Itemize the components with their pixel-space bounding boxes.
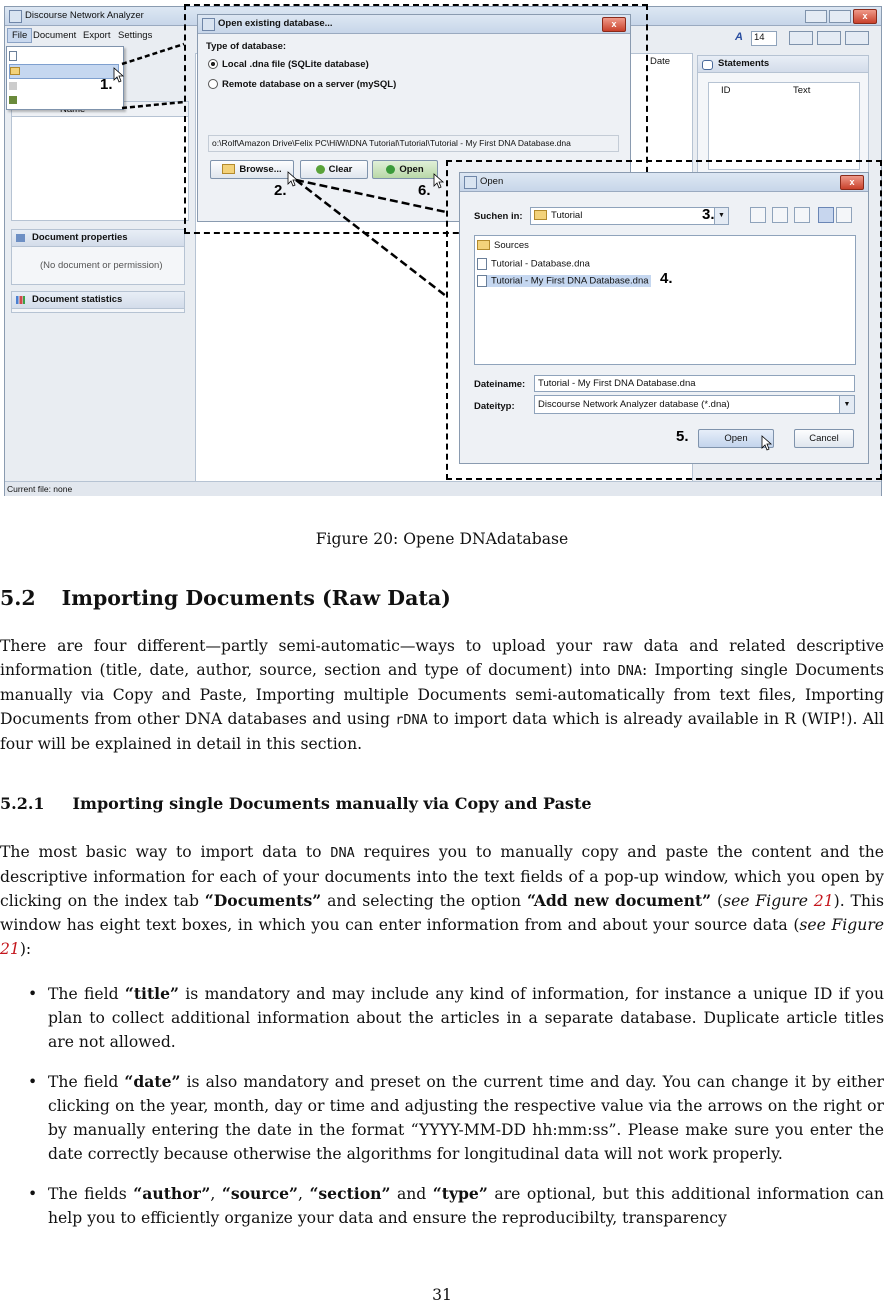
- step-1-label: 1.: [100, 76, 113, 93]
- filename-input[interactable]: Tutorial - My First DNA Database.dna: [534, 375, 855, 392]
- bullet-list: [0, 982, 884, 1230]
- mouse-cursor-icons: [0, 0, 884, 500]
- close-icon[interactable]: x: [853, 9, 877, 24]
- main-window-title: Discourse Network Analyzer: [25, 10, 144, 21]
- subsection-paragraph: The most basic way to import data to DNA requires you to manually copy and paste the content and the descriptive information for each of your documents into the text fields of a pop-up window, which you open by clicking on the index tab “Documents” and selecting the option “Add new document” (see Figure 21). This window has eight text boxes, in which you can enter information from and about your source data (see Figure 21):: [0, 843, 884, 958]
- menu-export[interactable]: Export: [83, 30, 111, 41]
- look-in-label: Suchen in:: [474, 211, 523, 222]
- bullet-icon: •: [28, 1073, 38, 1091]
- file-dialog-titlebar: Open x: [460, 173, 868, 192]
- menu-file[interactable]: File: [7, 28, 32, 43]
- clear-button[interactable]: Clear: [300, 160, 368, 179]
- font-size-control[interactable]: A 14: [729, 31, 779, 45]
- radio-remote-server[interactable]: Remote database on a server (mySQL): [208, 79, 396, 90]
- section-paragraph: There are four different—partly semi-automatic—ways to upload your raw data and related descriptive information (title, date, author, source, section and type of document) into DNA: Importing single Documents manually via Copy and Paste, Importing multiple Documents semi-automatically from text files, Importing Documents from other DNA databases and using rDNA to import data which is already available in R (WIP!). All four will be explained in detail in this section.: [0, 637, 884, 753]
- step-3-label: 3.: [702, 206, 715, 223]
- database-path-field[interactable]: o:\Rolf\Amazon Drive\Felix PC\HiWi\DNA Tutorial\Tutorial\Tutorial - My First DNA Database.dna: [208, 135, 619, 152]
- document-properties-empty: (No document or permission): [40, 260, 163, 271]
- look-in-dropdown[interactable]: Tutorial ▼: [530, 207, 729, 225]
- step-6-label: 6.: [418, 182, 431, 199]
- list-item[interactable]: Sources: [477, 240, 529, 251]
- figure-link[interactable]: 21: [813, 892, 834, 910]
- menu-document[interactable]: Document: [33, 30, 77, 41]
- database-type-label: Type of database:: [206, 41, 287, 52]
- close-icon[interactable]: x: [602, 17, 626, 32]
- step-2-label: 2.: [274, 182, 287, 199]
- section-heading: 5.2 Importing Documents (Raw Data): [0, 586, 451, 610]
- list-item: • The field “date” is also mandatory and preset on the current time and day. You can change it by either clicking on the year, month, day or time and adjusting the respective value via the arrows on the right or by manually entering the date in the format “YYYY-MM-DD hh:mm:ss”. Please make sure you enter the date correctly because otherwise the algorithms for longitudinal data will not work properly.: [28, 1072, 884, 1163]
- browse-button[interactable]: Browse...: [210, 160, 294, 179]
- chevron-down-icon: ▼: [839, 396, 854, 413]
- list-item-selected[interactable]: Tutorial - My First DNA Database.dna: [477, 275, 651, 287]
- font-icon: A: [735, 31, 743, 43]
- figure-caption: Figure 20: Opene DNAdatabase: [315, 530, 569, 548]
- bullet-icon: •: [28, 985, 38, 1003]
- page-number: 31: [432, 1286, 452, 1304]
- list-item: • The field “title” is mandatory and may include any kind of information, for instance a unique ID if you plan to collect additional information about the articles in a separate database. Duplicate article titles are not allowed.: [28, 984, 884, 1051]
- close-icon[interactable]: x: [840, 175, 864, 190]
- figure-link[interactable]: 21: [0, 940, 20, 958]
- file-cancel-button[interactable]: Cancel: [794, 429, 854, 448]
- file-open-button[interactable]: Open: [698, 429, 774, 448]
- step-5-label: 5.: [676, 428, 689, 445]
- open-button[interactable]: Open: [372, 160, 438, 179]
- filetype-label: Dateityp:: [474, 401, 515, 412]
- chevron-down-icon: ▼: [714, 208, 728, 224]
- filetype-dropdown[interactable]: Discourse Network Analyzer database (*.dna) ▼: [534, 395, 855, 414]
- filename-label: Dateiname:: [474, 379, 526, 390]
- document-properties-header[interactable]: Document properties: [12, 230, 184, 247]
- statements-header[interactable]: Statements: [698, 56, 868, 73]
- status-bar: Current file: none: [5, 481, 881, 496]
- subsection-heading: 5.2.1 Importing single Documents manually via Copy and Paste: [0, 794, 592, 813]
- list-item[interactable]: Tutorial - Database.dna: [477, 258, 590, 270]
- step-4-label: 4.: [660, 270, 673, 287]
- radio-local-file[interactable]: Local .dna file (SQLite database): [208, 59, 369, 70]
- date-column-header: Date: [650, 56, 671, 67]
- open-existing-titlebar: Open existing database... x: [198, 15, 630, 34]
- menu-settings[interactable]: Settings: [118, 30, 153, 41]
- document-statistics-header[interactable]: Document statistics: [12, 292, 184, 309]
- list-item: • The fields “author”, “source”, “section” and “type” are optional, but this additional information can help you to efficiently organize your data and ensure the reproducibilty, transparency: [28, 1184, 884, 1227]
- bullet-icon: •: [28, 1185, 38, 1203]
- statements-table: ID Text: [708, 82, 860, 170]
